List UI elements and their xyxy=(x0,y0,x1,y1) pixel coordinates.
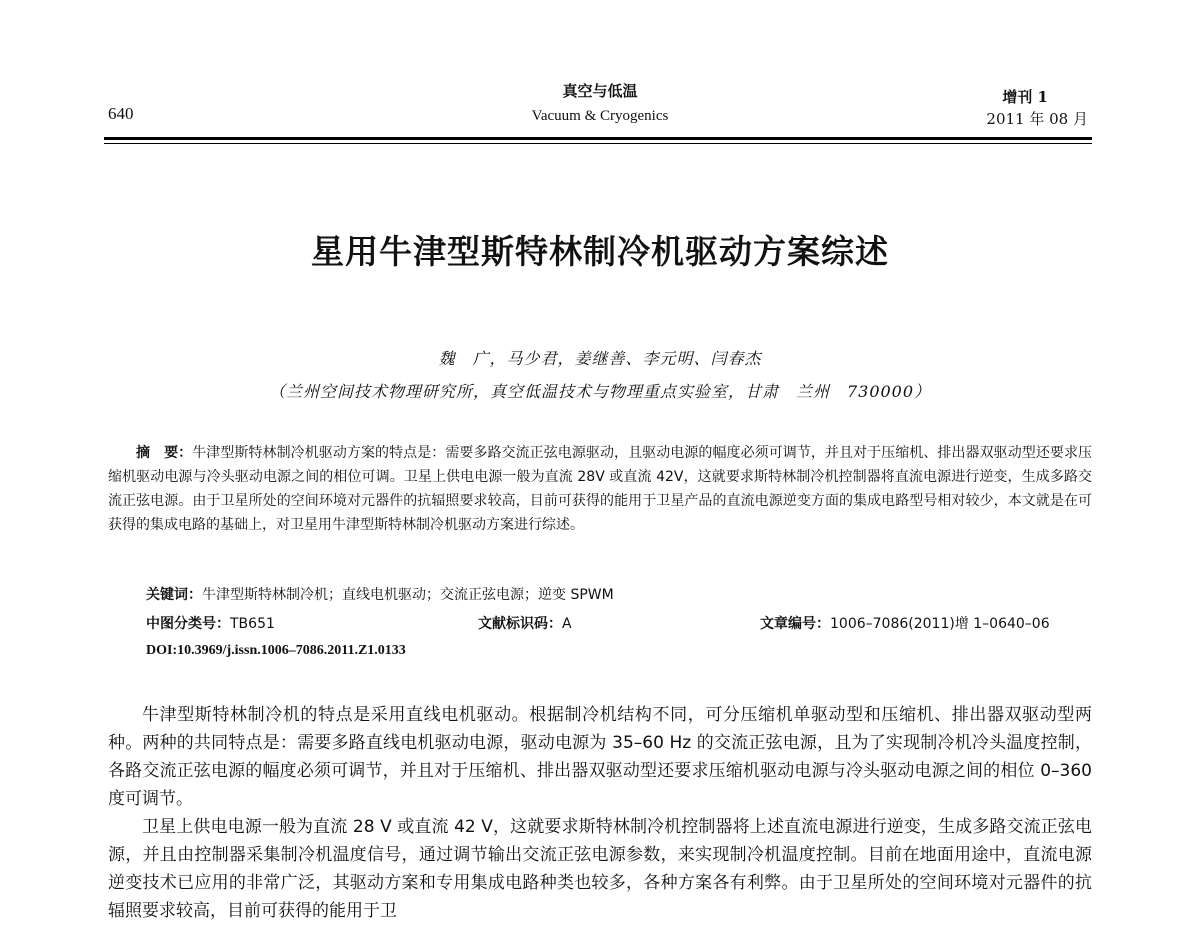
article-number xyxy=(760,613,1050,633)
header-rule-thick xyxy=(104,137,1092,140)
article-authors: 魏 广，马少君，姜继善、李元明、闫春杰 xyxy=(438,349,762,368)
document-code-label: 文献标识码： xyxy=(478,616,562,632)
issue-date: 2011 年 08 月 xyxy=(986,110,1088,128)
abstract-text: 牛津型斯特林制冷机驱动方案的特点是：需要多路交流正弦电源驱动，且驱动电源的幅度必须可调节，并且对于压缩机、排出器双驱动型还要求压缩机驱动电源与冷头驱动电源之间的相位可调。卫星上供电电源一般为直流 28V 或直流 42V，这就要求斯特林制冷机控制器将直流电源进行逆变，生成多路交流正弦电源。由于卫星所处的空间环境对元器件的抗辐照要求较高，目前可获得的能用于卫星产品的直流电源逆变方面的集成电路型号相对较少，本文就是在可获得的集成电路的基础上，对卫星用牛津型斯特林制冷机驱动方案进行综述。 xyxy=(108,445,1093,533)
keywords xyxy=(146,584,614,604)
article-number-value: 1006–7086(2011)增 1–0640–06 xyxy=(830,616,1050,632)
keywords-text: 牛津型斯特林制冷机；直线电机驱动；交流正弦电源；逆变 SPWM xyxy=(202,587,614,603)
body-paragraph: 卫星上供电电源一般为直流 28 V 或直流 42 V，这就要求斯特林制冷机控制器将上述直流电源进行逆变，生成多路交流正弦电源，并且由控制器采集制冷机温度信号，通过调节输出交流正弦电源参数，来实现制冷机温度控制。目前在地面用途中，直流电源逆变技术已应用的非常广泛，其驱动方案和专用集成电路种类也较多，各种方案各有利弊。由于卫星所处的空间环境对元器件的抗辐照要求较高，目前可获得的能用于卫 xyxy=(108,817,1092,921)
doi[interactable]: DOI:10.3969/j.issn.1006–7086.2011.Z1.0133 xyxy=(146,643,406,658)
article-number-label: 文章编号： xyxy=(760,616,830,632)
header-rule-thin xyxy=(104,143,1092,144)
classification-label: 中图分类号： xyxy=(146,616,230,632)
abstract xyxy=(108,441,1092,537)
keywords-label: 关键词： xyxy=(146,587,202,603)
abstract-label: 摘 要： xyxy=(136,445,193,461)
document-code-value: A xyxy=(562,616,572,632)
document-code xyxy=(478,613,572,633)
classification-number xyxy=(146,613,275,633)
issue-label: 增刊 1 xyxy=(1002,88,1048,106)
body-paragraph: 牛津型斯特林制冷机的特点是采用直线电机驱动。根据制冷机结构不同，可分压缩机单驱动型和压缩机、排出器双驱动型两种。两种的共同特点是：需要多路直线电机驱动电源，驱动电源为 35–60 Hz 的交流正弦电源，且为了实现制冷机冷头温度控制，各路交流正弦电源的幅度必须可调节，并且对于压缩机、排出器双驱动型还要求压缩机驱动电源与冷头驱动电源之间的相位 0–360 度可调节。 xyxy=(108,705,1092,809)
journal-name-en: Vacuum & Cryogenics xyxy=(531,108,669,124)
page-number: 640 xyxy=(108,104,134,123)
classification-value: TB651 xyxy=(230,616,275,632)
body-text xyxy=(108,701,1092,925)
article-affiliation: （兰州空间技术物理研究所，真空低温技术与物理重点实验室，甘肃 兰州 730000） xyxy=(268,382,932,401)
journal-name-cn: 真空与低温 xyxy=(562,82,638,100)
article-title: 星用牛津型斯特林制冷机驱动方案综述 xyxy=(311,232,889,271)
